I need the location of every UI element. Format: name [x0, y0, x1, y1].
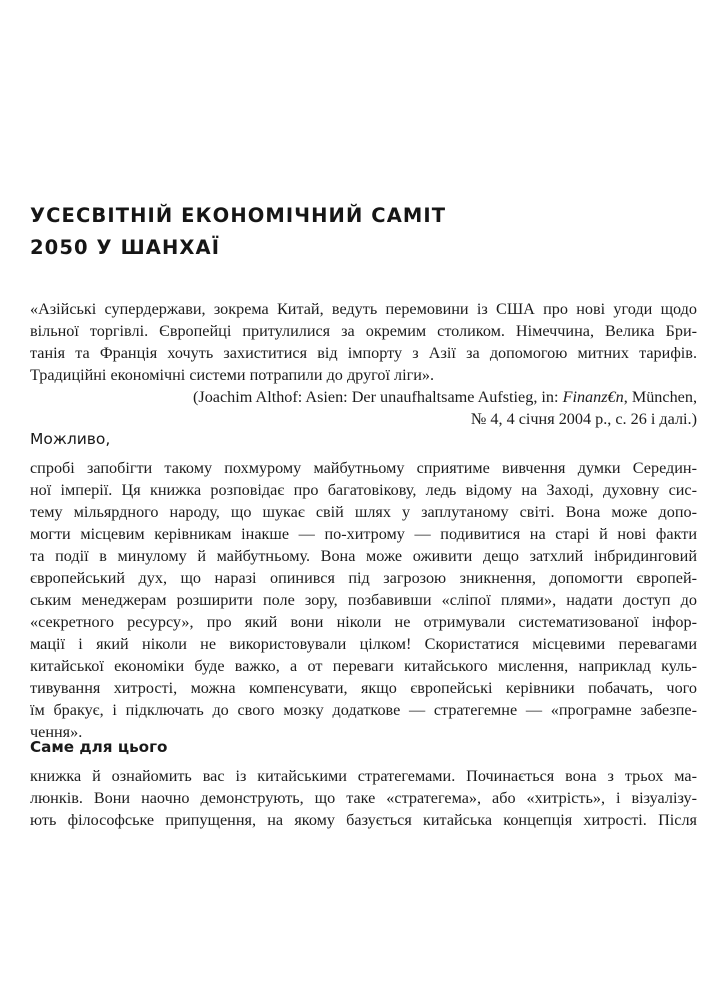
body-line: чення».: [30, 723, 83, 741]
body-line: спробі запобігти такому похмурому майбутньому сприятиме вивчення думки Середин-: [30, 459, 697, 477]
body-line: ють філософське припущення, на якому базується китайська концепція хитрості. Після: [30, 811, 697, 829]
body-line: їм бракує, і підключать до свого мозку додаткове — стратегемне — «програмне забезпе-: [30, 701, 697, 719]
epigraph-quote: [30, 298, 697, 430]
body-line: могти місцевим керівникам інакше — по-хитрому — подивитися на старі й нові факти: [30, 525, 697, 543]
source-suffix: , München,: [623, 388, 697, 406]
body-line: мації і який ніколи не використовували цілком! Скористатися місцевими перевагами: [30, 635, 697, 653]
chapter-title-line: УСЕСВІТНІЙ ЕКОНОМІЧНИЙ САМІТ: [30, 204, 447, 227]
chapter-title: [30, 200, 446, 264]
source-publication: Finanz€n: [562, 388, 624, 406]
source-line-2: № 4, 4 січня 2004 р., с. 26 і далі.): [470, 410, 697, 428]
epigraph-source: [30, 386, 697, 430]
source-line: [30, 386, 697, 408]
paragraph-lead: Можливо,: [30, 430, 111, 448]
epigraph-line: Традиційні економічні системи потрапили до другої ліги».: [30, 366, 435, 384]
epigraph-line: танія та Франція хочуть захиститися від імпорту з Азії за допомогою митних тарифів.: [30, 344, 697, 362]
body-line: та події в минулому й майбутньому. Вона може оживити дещо затхлий інбридинговий: [30, 547, 697, 565]
body-line: люнків. Вони наочно демонструють, що таке «стратегема», або «хитрість», і візуалізу-: [30, 789, 697, 807]
body-paragraph: [30, 765, 697, 831]
paragraph-lead-bold: Саме для цього: [30, 738, 168, 756]
body-line: китайської економіки буде важко, а от переваги китайського мислення, наприклад куль-: [30, 657, 697, 675]
chapter-title-line: 2050 У ШАНХАЇ: [30, 236, 221, 259]
epigraph-line: вільної торгівлі. Європейці притулилися за окремим столиком. Німеччина, Велика Бри-: [30, 322, 697, 340]
body-line: європейський дух, що наразі опинився під загрозою зникнення, допомогти європей-: [30, 569, 697, 587]
body-paragraph: [30, 457, 697, 743]
body-line: ної імперії. Ця книжка розповідає про багатовікову, ледь відому на Заході, духовну сис-: [30, 481, 697, 499]
body-line: ським менеджерам розширити поле зору, позбавивши «сліпої плями», надати доступ до: [30, 591, 697, 609]
epigraph-line: «Азійські супердержави, зокрема Китай, ведуть перемовини із США про нові угоди щодо: [30, 300, 697, 318]
body-line: «секретного ресурсу», про який вони ніколи не отримували систематизованої інфор-: [30, 613, 697, 631]
body-line: книжка й ознайомить вас із китайськими стратегемами. Починається вона з трьох ма-: [30, 767, 697, 785]
body-line: тивування хитрості, можна компенсувати, якщо європейські керівники побачать, чого: [30, 679, 697, 697]
body-line: тему мільярдного народу, що шукає свій шлях у заплутаному світі. Вона може допо-: [30, 503, 697, 521]
source-prefix: (Joachim Althof: Asien: Der unaufhaltsame Aufstieg, in:: [193, 388, 563, 406]
